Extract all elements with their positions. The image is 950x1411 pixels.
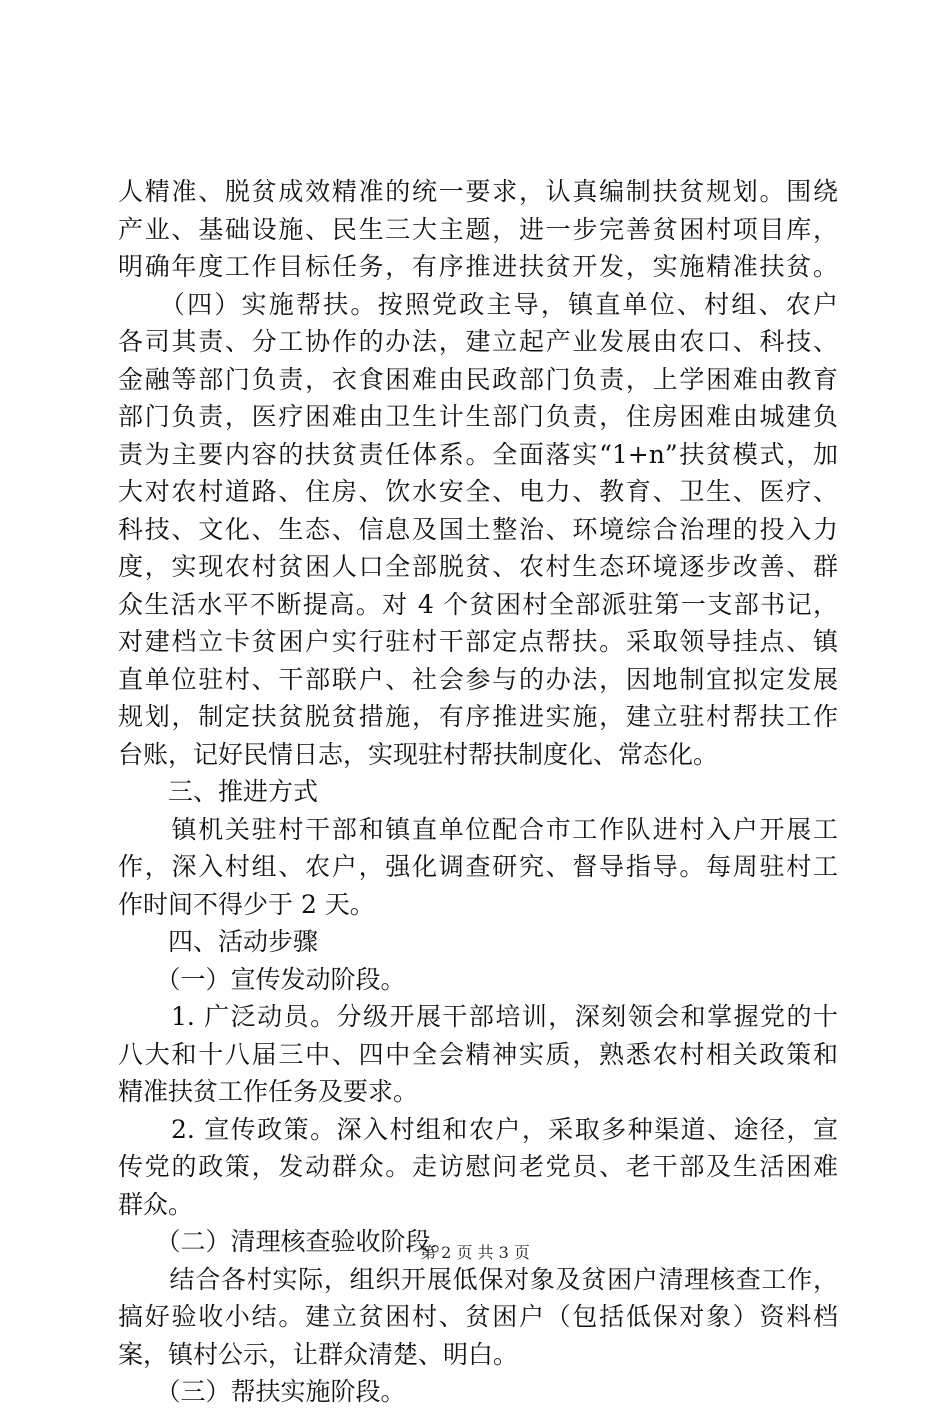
text-line: 对建档立卡贫困户实行驻村干部定点帮扶。采取领导挂点、镇: [118, 627, 838, 656]
text-line: 金融等部门负责，衣食困难由民政部门负责，上学困难由教育: [118, 364, 838, 394]
text-line: （四）实施帮扶。按照党政主导，镇直单位、村组、农户: [118, 289, 838, 319]
subsection-heading: （一）宣传发动阶段。: [118, 964, 406, 994]
text-line: 搞好验收小结。建立贫困村、贫困户（包括低保对象）资料档: [118, 1302, 838, 1331]
text-line: 案，镇村公示，让群众清楚、明白。: [118, 1339, 519, 1369]
text-line: 八大和十八届三中、四中全会精神实质，熟悉农村相关政策和: [118, 1039, 838, 1069]
page-footer: 第 2 页 共 3 页: [420, 1243, 530, 1262]
section-heading: 三、推进方式: [118, 777, 319, 806]
text-line: 精准扶贫工作任务及要求。: [118, 1077, 419, 1106]
document-body: [118, 173, 838, 1411]
text-line: 直单位驻村、干部联户、社会参与的办法，因地制宜拟定发展: [118, 664, 838, 694]
text-line: 台账，记好民情日志，实现驻村帮扶制度化、常态化。: [118, 739, 719, 769]
text-line: 众生活水平不断提高。对 4 个贫困村全部派驻第一支部书记，: [118, 589, 838, 619]
text-line: 作时间不得少于 2 天。: [118, 889, 375, 919]
text-line: 产业、基础设施、民生三大主题，进一步完善贫困村项目库，: [118, 214, 838, 244]
text-line: 群众。: [118, 1189, 194, 1219]
text-line: 科技、文化、生态、信息及国土整治、环境综合治理的投入力: [118, 514, 838, 544]
text-line: 镇机关驻村干部和镇直单位配合市工作队进村入户开展工: [118, 814, 838, 844]
text-line: 人精准、脱贫成效精准的统一要求，认真编制扶贫规划。围绕: [118, 177, 838, 206]
text-line: 结合各村实际，组织开展低保对象及贫困户清理核查工作，: [118, 1264, 838, 1294]
text-line: 2. 宣传政策。深入村组和农户，采取多种渠道、途径，宣: [118, 1114, 838, 1144]
text-line: 1. 广泛动员。分级开展干部培训，深刻领会和掌握党的十: [118, 1002, 838, 1031]
text-line: 部门负责，医疗困难由卫生计生部门负责，住房困难由城建负: [118, 402, 838, 431]
text-line: 各司其责、分工协作的办法，建立起产业发展由农口、科技、: [118, 327, 838, 356]
text-line: 明确年度工作目标任务，有序推进扶贫开发，实施精准扶贫。: [118, 252, 838, 281]
text-line: 大对农村道路、住房、饮水安全、电力、教育、卫生、医疗、: [118, 477, 838, 506]
text-line: 传党的政策，发动群众。走访慰问老党员、老干部及生活困难: [118, 1152, 838, 1181]
subsection-heading: （二）清理核查验收阶段。: [118, 1227, 456, 1256]
text-line: 规划，制定扶贫脱贫措施，有序推进实施，建立驻村帮扶工作: [118, 702, 838, 731]
section-heading: 四、活动步骤: [118, 927, 319, 956]
text-line: 度，实现农村贫困人口全部脱贫、农村生态环境逐步改善、群: [118, 552, 838, 581]
text-line: 责为主要内容的扶贫责任体系。全面落实“1+n”扶贫模式，加: [118, 439, 838, 469]
text-line: 作，深入村组、农户，强化调查研究、督导指导。每周驻村工: [118, 852, 838, 881]
subsection-heading: （三）帮扶实施阶段。: [118, 1377, 406, 1406]
